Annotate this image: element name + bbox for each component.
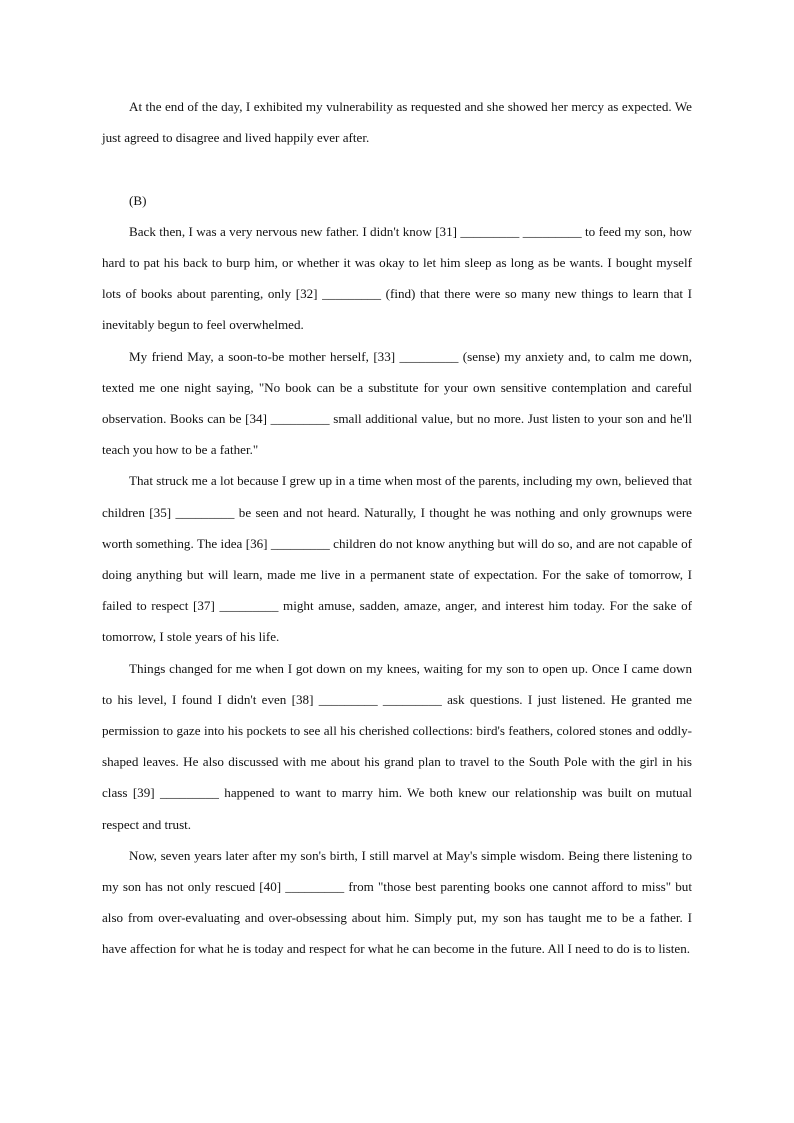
section-spacer — [102, 153, 692, 184]
section-label: (B) — [129, 192, 147, 208]
document-page — [102, 91, 692, 965]
intro-paragraph: At the end of the day, I exhibited my vulnerability as requested and she showed her mercy as expected. We just agreed to disagree and lived happily ever after. — [102, 99, 692, 146]
paragraph-4: Things changed for me when I got down on my knees, waiting for my son to open up. Once I came down to his level, I found I didn't even [38] _________ _________ ask questions. I just listened. He granted me permission to gaze into his pockets to see all his cherished collections: bird's feathers, colored stones and oddly-shaped leaves. He also discussed with me about his grand plan to travel to the South Pole with the girl in his class [39] _________ happened to want to marry him. We both knew our relationship was built on mutual respect and trust. — [102, 660, 692, 832]
paragraph-2: My friend May, a soon-to-be mother herself, [33] _________ (sense) my anxiety and, to calm me down, texted me one night saying, "No book can be a substitute for your own sensitive contemplation and careful observation. Books can be [34] _________ small additional value, but no more. Just listen to your son and he'll teach you how to be a father." — [102, 348, 692, 458]
paragraph-1: Back then, I was a very nervous new father. I didn't know [31] _________ _________ to feed my son, how hard to pat his back to burp him, or whether it was okay to let him sleep as long as be wants. I bought myself lots of books about parenting, only [32] _________ (find) that there were so many new things to learn that I inevitably begun to feel overwhelmed. — [102, 223, 692, 333]
paragraph-5: Now, seven years later after my son's birth, I still marvel at May's simple wisdom. Being there listening to my son has not only rescued [40] _________ from "those best parenting books one cannot afford to miss" but also from over-evaluating and over-obsessing about him. Simply put, my son has taught me to be a father. I have affection for what he is today and respect for what he can become in the future. All I need to do is to listen. — [102, 847, 692, 957]
paragraph-3: That struck me a lot because I grew up in a time when most of the parents, including my own, believed that children [35] _________ be seen and not heard. Naturally, I thought he was nothing and only grownups were worth something. The idea [36] _________ children do not know anything but will do so, and are not capable of doing anything but will learn, made me live in a permanent state of expectation. For the sake of tomorrow, I failed to respect [37] _________ might amuse, sadden, amaze, anger, and interest him today. For the sake of tomorrow, I stole years of his life. — [102, 473, 692, 645]
